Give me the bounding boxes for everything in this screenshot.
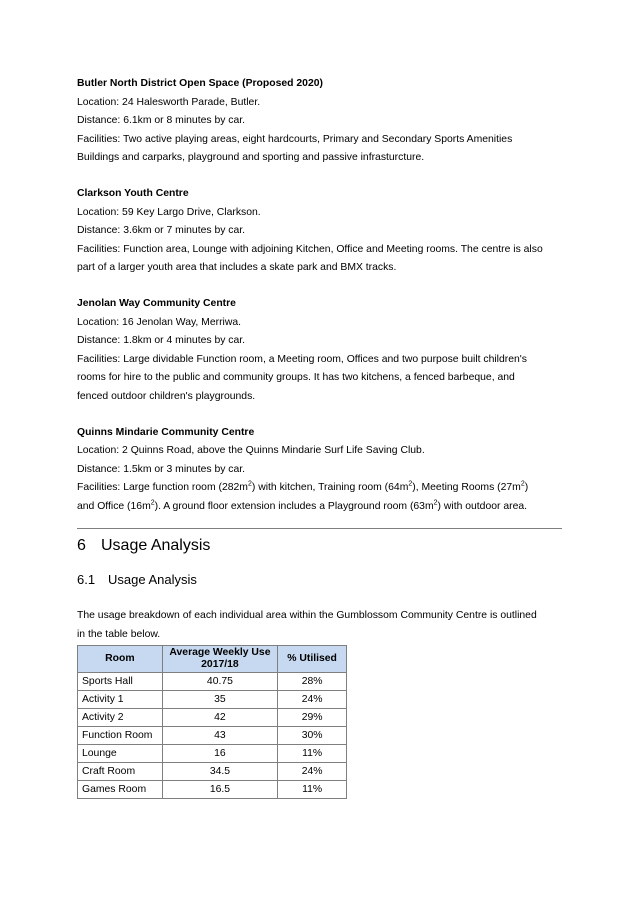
- header-percent-utilised: % Utilised: [278, 645, 347, 672]
- facility-distance: Distance: 1.8km or 4 minutes by car.: [77, 335, 246, 347]
- utilised-cell: 29%: [278, 708, 347, 726]
- table-row: [78, 672, 347, 690]
- text-run: ): [524, 482, 529, 494]
- facility-title: Quinns Mindarie Community Centre: [77, 426, 255, 438]
- utilised-cell: 24%: [278, 762, 347, 780]
- header-average-weekly-use: Average Weekly Use 2017/18: [162, 645, 277, 672]
- header-room: Room: [78, 645, 163, 672]
- facility-description-line: [77, 498, 562, 517]
- text-line: The usage breakdown of each individual area within the Gumblossom Community Centre is outlined: [77, 610, 537, 622]
- text-run: ). A ground floor extension includes a Playground room (63m: [154, 500, 434, 512]
- facility-description-line: Facilities: Two active playing areas, eight hardcourts, Primary and Secondary Sports Amenities: [77, 133, 513, 145]
- facility-description-line: Facilities: Function area, Lounge with adjoining Kitchen, Office and Meeting rooms. The centre is also: [77, 243, 543, 255]
- facility-title: Clarkson Youth Centre: [77, 187, 189, 199]
- utilised-cell: 28%: [278, 672, 347, 690]
- intro-paragraph: [77, 607, 562, 644]
- room-cell: Games Room: [78, 780, 163, 798]
- text-run: ) with kitchen, Training room (64m: [251, 482, 409, 494]
- facility-location: Location: 24 Halesworth Parade, Butler.: [77, 96, 261, 108]
- facility-description-line: Buildings and carparks, playground and sporting and passive infrasturcture.: [77, 152, 425, 164]
- text-run: ) with outdoor area.: [437, 500, 528, 512]
- subsection-heading: [77, 571, 562, 589]
- superscript: 2: [247, 480, 252, 488]
- usage-table: [77, 645, 347, 799]
- facility-location: Location: 2 Quinns Road, above the Quinns Mindarie Surf Life Saving Club.: [77, 445, 425, 457]
- superscript: 2: [150, 499, 155, 507]
- text-line: in the table below.: [77, 629, 161, 641]
- facility-description-line: fenced outdoor children's playgrounds.: [77, 390, 256, 402]
- facility-distance: Distance: 3.6km or 7 minutes by car.: [77, 225, 246, 237]
- utilised-cell: 30%: [278, 726, 347, 744]
- utilised-cell: 11%: [278, 744, 347, 762]
- room-cell: Activity 1: [78, 690, 163, 708]
- superscript: 2: [408, 480, 413, 488]
- room-cell: Activity 2: [78, 708, 163, 726]
- utilised-cell: 24%: [278, 690, 347, 708]
- text-run: Facilities: Large function room (282m: [77, 482, 248, 494]
- room-cell: Lounge: [78, 744, 163, 762]
- superscript: 2: [433, 499, 438, 507]
- text-run: and Office (16m: [77, 500, 151, 512]
- facility-title: Butler North District Open Space (Proposed 2020): [77, 78, 323, 89]
- facility-description-line: rooms for hire to the public and community groups. It has two kitchens, a fenced barbeque, and: [77, 372, 515, 384]
- section-number: 6: [77, 537, 86, 555]
- table-row: [78, 726, 347, 744]
- facility-title: Jenolan Way Community Centre: [77, 297, 236, 309]
- facility-description-line: Facilities: Large dividable Function room, a Meeting room, Offices and two purpose built children's: [77, 353, 527, 365]
- weekly-use-cell: 34.5: [162, 762, 277, 780]
- superscript: 2: [520, 480, 525, 488]
- table-row: [78, 744, 347, 762]
- facility-quinns-mindarie: [77, 424, 562, 517]
- room-cell: Craft Room: [78, 762, 163, 780]
- text-run: ), Meeting Rooms (27m: [412, 482, 521, 494]
- section-divider: [77, 528, 562, 529]
- weekly-use-cell: 16.5: [162, 780, 277, 798]
- room-cell: Sports Hall: [78, 672, 163, 690]
- facility-location: Location: 16 Jenolan Way, Merriwa.: [77, 316, 242, 328]
- facility-location: Location: 59 Key Largo Drive, Clarkson.: [77, 206, 261, 218]
- weekly-use-cell: 40.75: [162, 672, 277, 690]
- facility-distance: Distance: 1.5km or 3 minutes by car.: [77, 463, 246, 475]
- weekly-use-cell: 42: [162, 708, 277, 726]
- facility-description-line: [77, 479, 562, 498]
- facility-description-line: part of a larger youth area that includes a skate park and BMX tracks.: [77, 262, 397, 274]
- table-header-row: [78, 645, 347, 672]
- document-page: [77, 75, 562, 799]
- facility-butler-north: [77, 75, 562, 168]
- weekly-use-cell: 43: [162, 726, 277, 744]
- room-cell: Function Room: [78, 726, 163, 744]
- facility-distance: Distance: 6.1km or 8 minutes by car.: [77, 115, 246, 127]
- table-row: [78, 690, 347, 708]
- table-row: [78, 708, 347, 726]
- utilised-cell: 11%: [278, 780, 347, 798]
- table-row: [78, 780, 347, 798]
- subsection-title: Usage Analysis: [108, 572, 197, 588]
- section-title: Usage Analysis: [101, 537, 211, 555]
- weekly-use-cell: 16: [162, 744, 277, 762]
- facility-clarkson-youth: [77, 185, 562, 278]
- facility-jenolan-way: [77, 295, 562, 407]
- section-heading: [77, 535, 562, 557]
- subsection-number: 6.1: [77, 572, 96, 588]
- table-row: [78, 762, 347, 780]
- weekly-use-cell: 35: [162, 690, 277, 708]
